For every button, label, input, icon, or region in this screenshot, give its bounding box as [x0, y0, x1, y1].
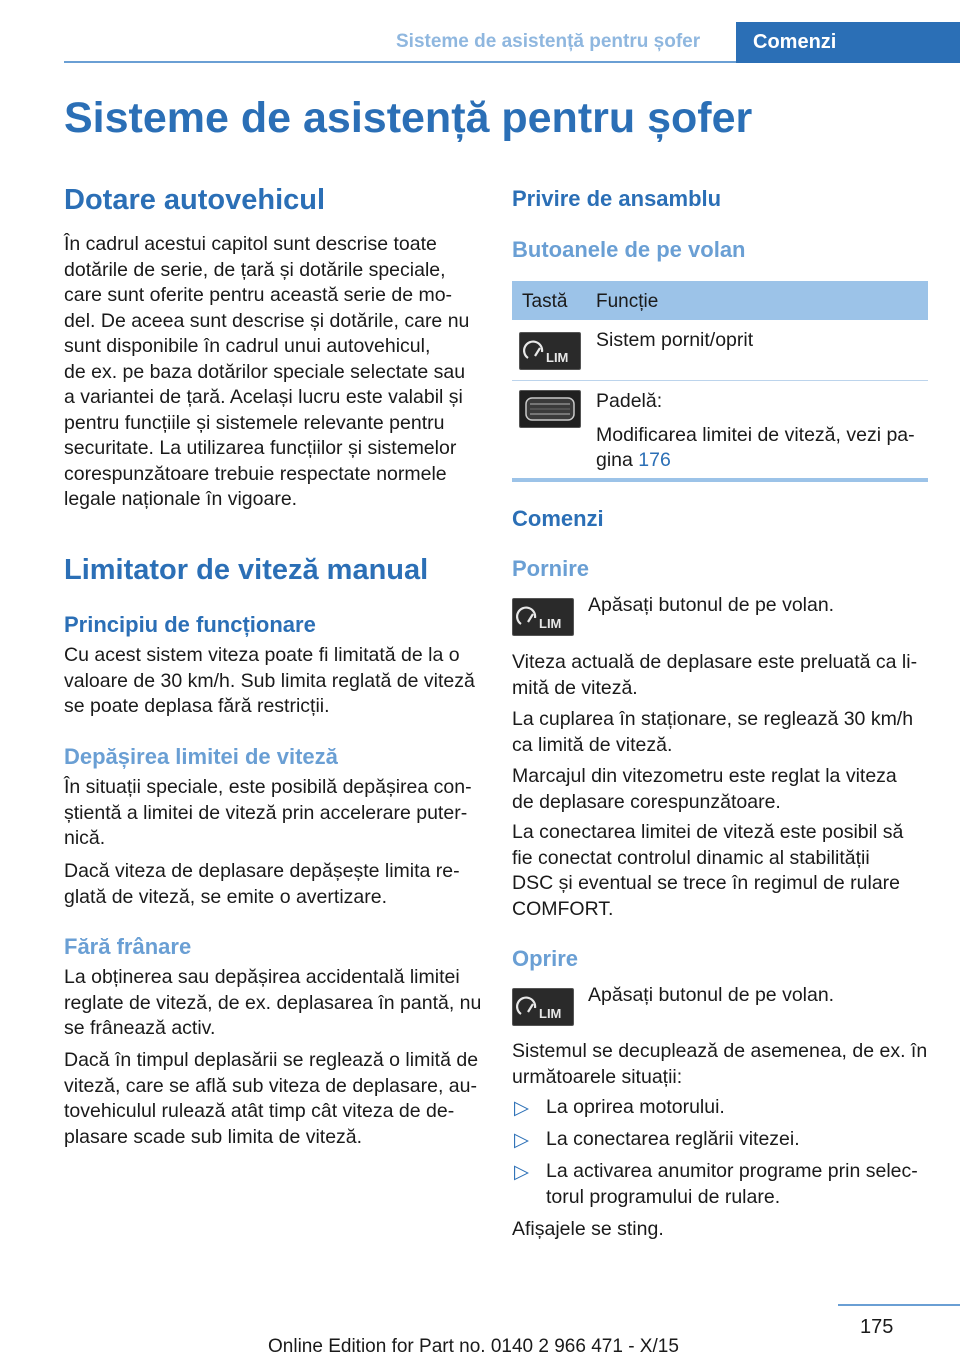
text-line: DSC și eventual se trece în regimul de rulare [512, 872, 901, 894]
table-bottom-rule [512, 478, 928, 482]
text-line: La obținerea sau depășirea accidentală limitei [64, 966, 460, 988]
header-section-title: Sisteme de asistență pentru șofer [396, 31, 701, 52]
text-line: În situații speciale, este posibilă depășirea con‐ [64, 776, 472, 798]
text-line: În cadrul acestui capitol sunt descrise toate [64, 233, 437, 255]
heading-limitator: Limitator de viteză manual [64, 554, 429, 586]
paragraph-conectare [512, 820, 903, 922]
text-line: Padelă: [596, 390, 663, 412]
paragraph-depasire [64, 775, 472, 852]
text-line: Dacă viteza de deplasare depășește limita re‐ [64, 860, 460, 882]
lim-button-icon [512, 988, 574, 1026]
text-line: viteză, care se află sub viteza de deplasare, au‐ [64, 1074, 477, 1097]
text-line: mită de viteză. [512, 676, 638, 699]
header-chapter-tab: Comenzi [736, 22, 960, 63]
svg-text:LIM: LIM [539, 1006, 562, 1021]
triangle-bullet-icon: ▷ [514, 1097, 529, 1119]
table-row-divider [512, 380, 928, 381]
text-line: dotările de serie, de țară și dotările speciale, [64, 258, 446, 281]
text-line: a variantei de țară. Același lucru este valabil și [64, 386, 463, 408]
paragraph-cuplare [512, 707, 913, 758]
text-line: sunt disponibile în cadrul unui autovehicul, [64, 335, 431, 357]
text-line: gina 176 [596, 449, 671, 471]
bullet-item: La conectarea reglării vitezei. [546, 1128, 800, 1150]
text-line: La conectarea limitei de viteză este posibil să [512, 821, 904, 843]
paragraph-afisaje: Afișajele se sting. [512, 1218, 664, 1240]
text-line: Modificarea limitei de viteză, vezi pa‐ [596, 423, 915, 446]
bullet-item: La oprirea motorului. [546, 1096, 725, 1118]
text-line: fie conectat controlul dinamic al stabilității [512, 846, 870, 869]
text-line: Sistemul se decuplează de asemenea, de ex. în [512, 1040, 928, 1062]
text-line: COMFORT. [512, 897, 614, 920]
text-line: știentă a limitei de viteză prin accelerare puter‐ [64, 801, 468, 824]
table-header [512, 281, 928, 320]
heading-principiu: Principiu de funcționare [64, 612, 316, 637]
text-line: care sunt oferite pentru această serie de mo‐ [64, 284, 453, 306]
lim-button-icon [519, 332, 581, 370]
heading-oprire: Oprire [512, 946, 579, 971]
text-line: glată de viteză, se emite o avertizare. [64, 885, 387, 908]
table-col-function: Funcție [596, 291, 659, 312]
text-line: torul programului de rulare. [546, 1185, 781, 1208]
heading-depasire: Depășirea limitei de viteză [64, 744, 338, 769]
text-line: de deplasare corespunzătoare. [512, 790, 781, 813]
paragraph-frana [64, 965, 481, 1042]
table-row1-function: Sistem pornit/oprit [596, 329, 754, 351]
table-row2-function [596, 389, 915, 474]
heading-comenzi: Comenzi [512, 506, 604, 531]
text-line: del. De aceea sunt descrise și dotările, care nu [64, 309, 470, 332]
text-line: se frânează activ. [64, 1017, 216, 1039]
oprire-action: Apăsați butonul de pe volan. [588, 984, 835, 1006]
heading-pornire: Pornire [512, 556, 590, 581]
text-line: se poate deplasa fără restricții. [64, 695, 330, 717]
paragraph-frana-limita [64, 1048, 478, 1150]
text-line: legale naționale în vigoare. [64, 488, 298, 510]
text-line: Marcajul din vitezometru este reglat la viteza [512, 765, 897, 787]
text-line: corespunzătoare trebuie respectate normele [64, 462, 447, 485]
heading-privire: Privire de ansamblu [512, 186, 722, 211]
page-link[interactable]: 176 [638, 449, 671, 471]
text-line: Cu acest sistem viteza poate fi limitată de la o [64, 644, 460, 666]
text-line: La activarea anumitor programe prin selec‐ [546, 1160, 918, 1182]
text-line: La cuplarea în staționare, se reglează 30 km/h [512, 708, 914, 730]
text-line: Viteza actuală de deplasare este preluată ca li‐ [512, 651, 918, 673]
pornire-action: Apăsați butonul de pe volan. [588, 594, 835, 616]
svg-text:LIM: LIM [539, 616, 562, 631]
bullet-item [546, 1159, 918, 1210]
text-line: nică. [64, 827, 106, 849]
text-line: tovehiculul rulează atât timp cât viteza de de‐ [64, 1100, 455, 1122]
text-line: următoarele situații: [512, 1065, 683, 1088]
text-line: plasare scade sub limita de viteză. [64, 1125, 363, 1148]
footer-rule [838, 1304, 960, 1306]
table-col-key: Tastă [522, 291, 568, 312]
heading-dotare: Dotare autovehicul [64, 184, 326, 216]
paragraph-marcaj [512, 764, 897, 815]
heading-butoane: Butoanele de pe volan [512, 237, 746, 262]
lim-button-icon [512, 598, 574, 636]
text-line: Dacă în timpul deplasării se reglează o limită de [64, 1049, 479, 1071]
text-line: de ex. pe baza dotărilor speciale selectate sau [64, 360, 466, 383]
paragraph-pornire [512, 650, 917, 701]
triangle-bullet-icon: ▷ [514, 1161, 529, 1183]
paragraph-principiu [64, 643, 475, 720]
text-line: reglate de viteză, de ex. deplasarea în pantă, nu [64, 991, 482, 1014]
paragraph-decuplare [512, 1039, 927, 1090]
page-title: Sisteme de asistență pentru șofer [64, 94, 753, 142]
paragraph-depasire-avertizare [64, 859, 460, 910]
triangle-bullet-icon: ▷ [514, 1129, 529, 1151]
paragraph-dotare [64, 232, 469, 513]
svg-text:LIM: LIM [546, 350, 569, 365]
text-line: ca limită de viteză. [512, 733, 673, 756]
text-line: securitate. La utilizarea funcțiilor și sistemelor [64, 437, 457, 459]
text-line: valoare de 30 km/h. Sub limita reglată de viteză [64, 669, 475, 692]
text-line: pentru funcțiile și sistemele relevante pentru [64, 411, 445, 434]
footer-edition: Online Edition for Part no. 0140 2 966 471 - X/15 [268, 1336, 679, 1357]
page-number: 175 [860, 1316, 894, 1338]
paddle-button-icon [519, 390, 581, 428]
heading-frana: Fără frânare [64, 934, 192, 959]
header-rule [64, 61, 736, 63]
